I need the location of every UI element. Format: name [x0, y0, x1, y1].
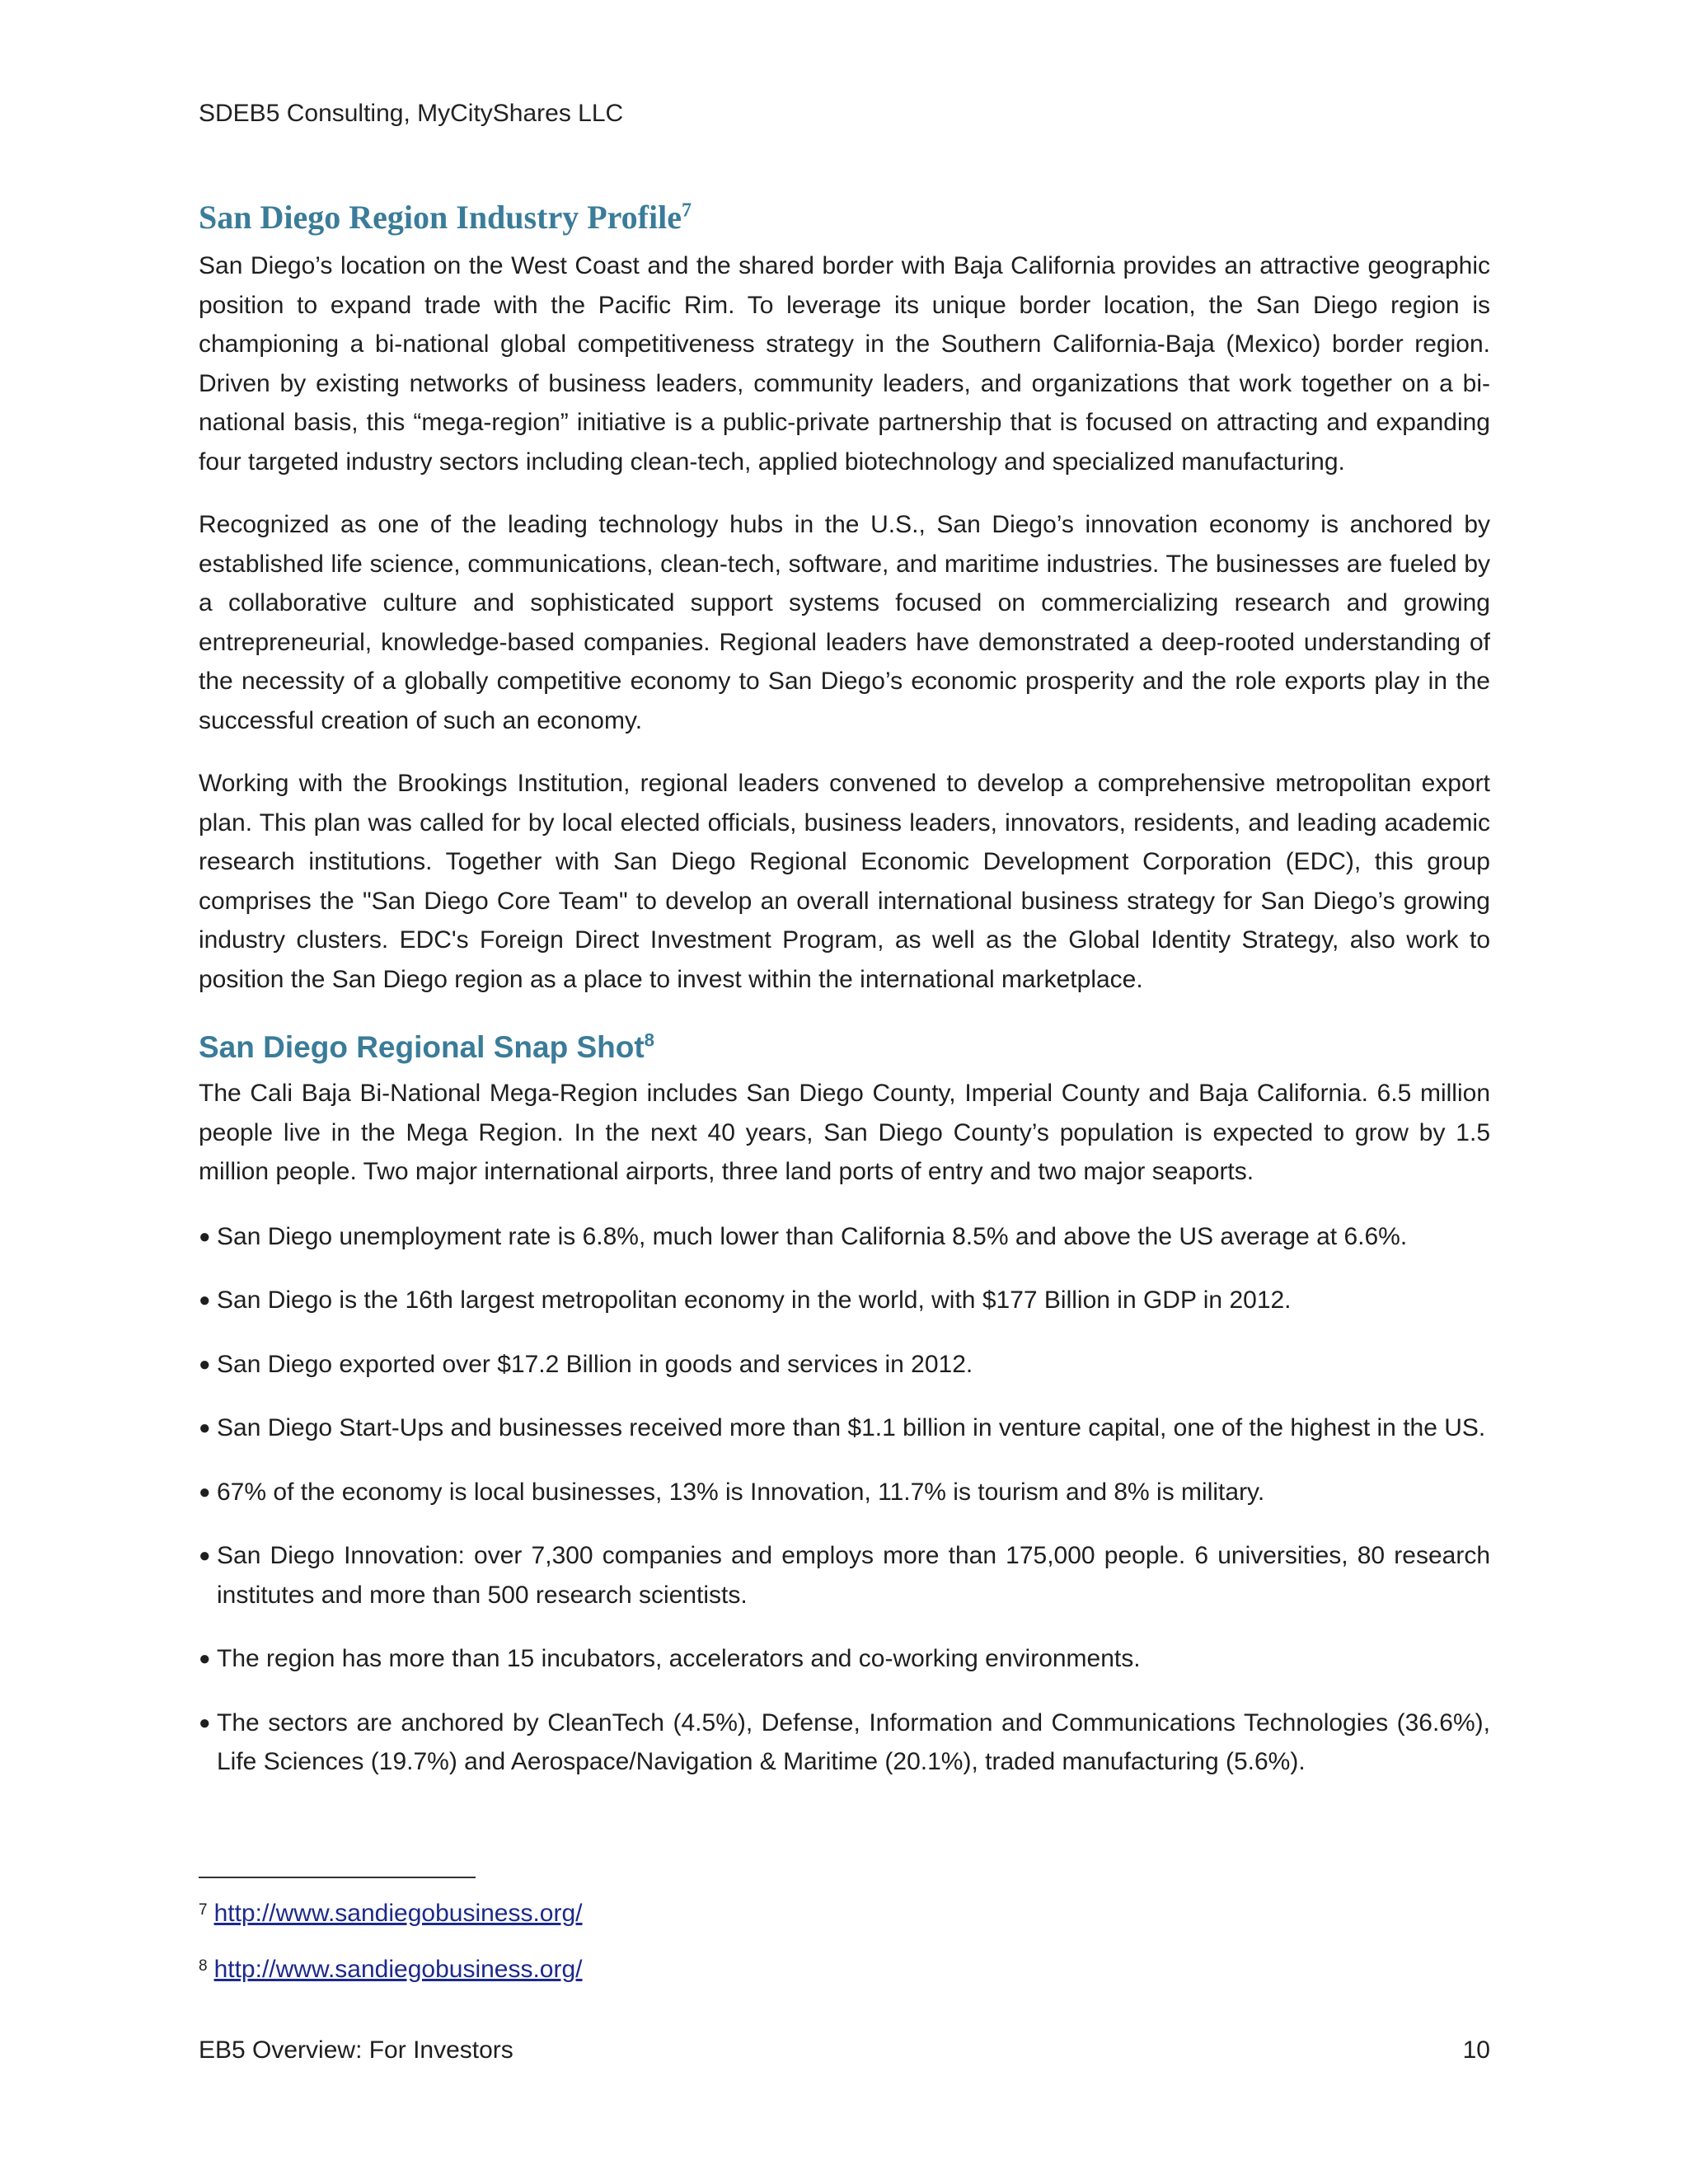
list-item: ● San Diego Start-Ups and businesses received more than $1.1 billion in venture capital, one of the highest in the US.	[199, 1408, 1490, 1448]
bullet-icon: ●	[199, 1352, 211, 1376]
paragraph-innovation: Recognized as one of the leading technology hubs in the U.S., San Diego’s innovation economy is anchored by established life science, communications, clean-tech, software, and maritime industries. The businesses are fueled by a collaborative culture and sophisticated support systems focused on commercializing research and growing entrepreneurial, knowledge-based companies. Regional leaders have demonstrated a deep-rooted understanding of the necessity of a globally competitive economy to San Diego’s economic prosperity and the role exports play in the successful creation of such an economy.	[199, 511, 1490, 734]
section-title-snap-shot	[199, 1024, 1490, 1071]
footnote-8	[199, 1953, 583, 1986]
bullet-icon: ●	[199, 1711, 211, 1734]
bullet-icon: ●	[199, 1225, 211, 1248]
list-item: ● The sectors are anchored by CleanTech (4.5%), Defense, Information and Communications Technologies (36.6%), Life Sciences (19.7%) and Aerospace/Navigation & Maritime (20.1%), traded manufacturing (5.6%).	[199, 1704, 1490, 1782]
page-footer-title: EB5 Overview: For Investors	[199, 2036, 513, 2064]
section-title-industry-profile	[199, 194, 1490, 241]
page-header: SDEB5 Consulting, MyCityShares LLC	[199, 100, 624, 127]
list-item: ● San Diego is the 16th largest metropolitan economy in the world, with $177 Billion in GDP in 2012.	[199, 1281, 1490, 1320]
list-item: ● San Diego unemployment rate is 6.8%, much lower than California 8.5% and above the US average at 6.6%.	[199, 1217, 1490, 1257]
paragraph-mega-region: The Cali Baja Bi-National Mega-Region includes San Diego County, Imperial County and Baja California. 6.5 million people live in the Mega Region. In the next 40 years, San Diego County’s population is expected to grow by 1.5 million people. Two major international airports, three land ports of entry and two major seaports.	[199, 1080, 1490, 1185]
footnote-ref-7[interactable]: 7	[681, 199, 692, 222]
list-item: ● San Diego Innovation: over 7,300 companies and employs more than 175,000 people. 6 universities, 80 research institutes and more than 500 research scientists.	[199, 1536, 1490, 1615]
paragraph-location: San Diego’s location on the West Coast and the shared border with Baja California provides an attractive geographic position to expand trade with the Pacific Rim. To leverage its unique border location, the San Diego region is championing a bi-national global competitiveness strategy in the Southern California-Baja (Mexico) border region. Driven by existing networks of business leaders, community leaders, and organizations that work together on a bi-national basis, this “mega-region” initiative is a public-private partnership that is focused on attracting and expanding four targeted industry sectors including clean-tech, applied biotechnology and specialized manufacturing.	[199, 252, 1490, 476]
footnote-number: 8	[199, 1957, 208, 1975]
section-title-text: San Diego Regional Snap Shot	[199, 1030, 645, 1064]
bullet-icon: ●	[199, 1289, 211, 1311]
list-item: ● The region has more than 15 incubators, accelerators and co-working environments.	[199, 1639, 1490, 1679]
snapshot-bullet-list	[199, 1217, 1490, 1782]
footnote-7	[199, 1897, 583, 1930]
list-item: ● San Diego exported over $17.2 Billion in goods and services in 2012.	[199, 1345, 1490, 1385]
footnote-ref-8[interactable]: 8	[644, 1029, 654, 1051]
bullet-icon: ●	[199, 1544, 211, 1567]
footnote-link[interactable]: http://www.sandiegobusiness.org/	[213, 1956, 583, 1983]
footnote-number: 7	[199, 1901, 208, 1919]
paragraph-brookings: Working with the Brookings Institution, regional leaders convened to develop a comprehensive metropolitan export plan. This plan was called for by local elected officials, business leaders, innovators, residents, and leading academic research institutions. Together with San Diego Regional Economic Development Corporation (EDC), this group comprises the "San Diego Core Team" to develop an overall international business strategy for San Diego’s growing industry clusters. EDC's Foreign Direct Investment Program, as well as the Global Identity Strategy, also work to position the San Diego region as a place to invest within the international marketplace.	[199, 770, 1490, 993]
main-content	[199, 194, 1490, 1807]
footnote-divider	[199, 1877, 476, 1878]
footnote-link[interactable]: http://www.sandiegobusiness.org/	[213, 1900, 583, 1927]
list-item: ● 67% of the economy is local businesses, 13% is Innovation, 11.7% is tourism and 8% is military.	[199, 1473, 1490, 1512]
section-title-text: San Diego Region Industry Profile	[199, 199, 682, 236]
bullet-icon: ●	[199, 1647, 211, 1670]
page-number: 10	[1462, 2036, 1490, 2064]
bullet-icon: ●	[199, 1480, 211, 1503]
bullet-icon: ●	[199, 1417, 211, 1439]
